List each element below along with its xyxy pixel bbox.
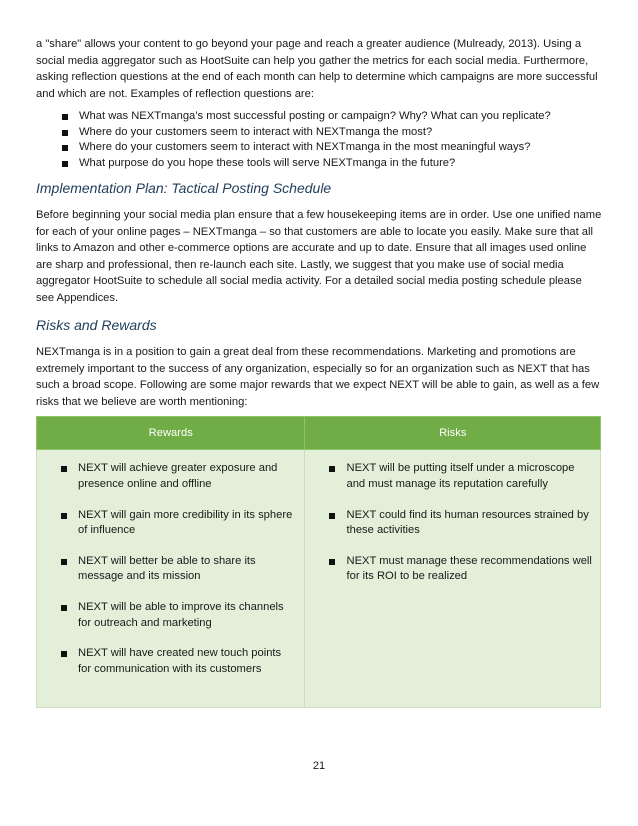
square-bullet-icon (62, 114, 68, 120)
risks-list (329, 461, 592, 585)
square-bullet-icon (62, 130, 68, 136)
square-bullet-icon (61, 559, 67, 565)
square-bullet-icon (329, 559, 335, 565)
risks-rewards-heading: Risks and Rewards (36, 317, 157, 334)
risks-rewards-table (36, 416, 601, 708)
implementation-paragraph: Before beginning your social media plan ensure that a few housekeeping items are in order. Use one unified name for each of your online pages – NEXTmanga – so that customers are able to locate you easily. Make sure that all links to Amazon and other e-commerce options are accurate and up to date. Ensure that all images used online are sharp and professional, then re-launch each site. Lastly, we suggest that you make use of social media aggregator HootSuite to schedule all social media activity. For a detailed social media posting schedule please see Appendices. (36, 209, 602, 304)
square-bullet-icon (61, 651, 67, 657)
list-item: NEXT will have created new touch points for communication with its customers (61, 646, 296, 677)
square-bullet-icon (61, 605, 67, 611)
list-item: What purpose do you hope these tools will serve NEXTmanga in the future? (62, 156, 602, 172)
risks-rewards-paragraph: NEXTmanga is in a position to gain a great deal from these recommendations. Marketing and promotions are extremely important to the success of any organization, especially so for an organization such as NEXT that has such a broad scope. Following are some major rewards that we expect NEXT will be able to gain, as well as a few risks that we believe are worth mentioning: (36, 346, 600, 408)
rewards-column-header: Rewards (37, 417, 305, 450)
square-bullet-icon (61, 513, 67, 519)
risks-column-header: Risks (305, 417, 601, 450)
list-item: What was NEXTmanga’s most successful posting or campaign? Why? What can you replicate? (62, 109, 602, 125)
list-item: NEXT must manage these recommendations well for its ROI to be realized (329, 554, 592, 585)
list-item: NEXT will be putting itself under a microscope and must manage its reputation carefully (329, 461, 592, 492)
square-bullet-icon (62, 145, 68, 151)
square-bullet-icon (61, 466, 67, 472)
implementation-heading: Implementation Plan: Tactical Posting Schedule (36, 180, 332, 197)
square-bullet-icon (329, 466, 335, 472)
rewards-cell (37, 450, 305, 708)
risks-cell (305, 450, 601, 708)
list-item: NEXT will better be able to share its message and its mission (61, 554, 296, 585)
reflection-questions-list (36, 109, 602, 171)
document-page (36, 36, 602, 708)
list-item: NEXT could find its human resources strained by these activities (329, 508, 592, 539)
list-item: NEXT will gain more credibility in its sphere of influence (61, 508, 296, 539)
page-number: 21 (312, 760, 326, 772)
intro-paragraph: a "share" allows your content to go beyond your page and reach a greater audience (Mulready, 2013). Using a social media aggregator such as HootSuite can help you gather the metrics for each social media. Furthermore, asking reflection questions at the end of each month can help to determine which campaigns are more successful and which are not. Examples of reflection questions are: (36, 38, 598, 100)
list-item: Where do your customers seem to interact with NEXTmanga in the most meaningful ways? (62, 140, 602, 156)
square-bullet-icon (62, 161, 68, 167)
list-item: Where do your customers seem to interact with NEXTmanga the most? (62, 125, 602, 141)
list-item: NEXT will achieve greater exposure and presence online and offline (61, 461, 296, 492)
list-item: NEXT will be able to improve its channels for outreach and marketing (61, 600, 296, 631)
rewards-list (61, 461, 296, 677)
square-bullet-icon (329, 513, 335, 519)
